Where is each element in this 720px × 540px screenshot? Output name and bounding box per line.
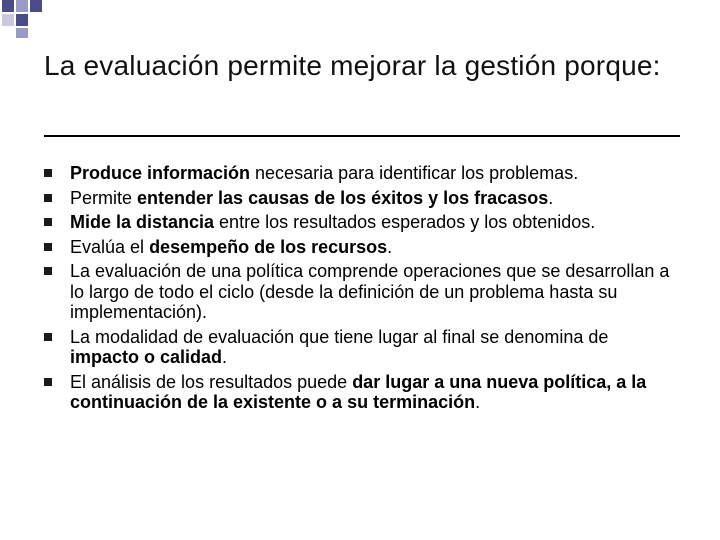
bullet-item — [44, 327, 680, 368]
bullet-item — [44, 188, 680, 209]
bullet-item — [44, 163, 680, 184]
slide-title: La evaluación permite mejorar la gestión porque: — [44, 50, 661, 81]
bullet-text: . — [222, 347, 228, 367]
square-bullet-icon — [44, 194, 52, 202]
bullet-item — [44, 261, 680, 323]
square-bullet-icon — [44, 378, 52, 386]
bullet-item — [44, 237, 680, 258]
bullet-text-bold: Mide la distancia — [70, 212, 215, 232]
bullet-text-bold: impacto o calidad — [70, 347, 223, 367]
bullet-list — [44, 163, 680, 413]
bullet-text: . — [475, 392, 481, 412]
bullet-text: entre los resultados esperados y los obtenidos. — [214, 212, 596, 232]
bullet-item — [44, 212, 680, 233]
bullet-text: La modalidad de evaluación que tiene lugar al final se denomina de — [70, 326, 609, 347]
bullet-text: . — [548, 187, 554, 208]
bullet-text-bold: desempeño de los recursos — [149, 236, 388, 257]
bullet-text: necesaria para identificar los problemas. — [250, 163, 579, 183]
bullet-text: Evalúa el — [70, 236, 150, 257]
bullet-text: . — [387, 236, 393, 257]
bullet-text: El análisis de los resultados puede — [70, 371, 353, 392]
square-bullet-icon — [44, 243, 52, 251]
bullet-text-bold: Produce información — [70, 163, 251, 183]
square-bullet-icon — [44, 218, 52, 226]
bullet-text: Permite — [70, 187, 138, 208]
bullet-text: La evaluación de una política comprende operaciones que se desarrollan a lo largo de todo el ciclo (desde la definición de un problema hasta su implementación). — [70, 261, 670, 322]
bullet-text-bold: entender las causas de los éxitos y los fracasos — [137, 187, 549, 208]
bullet-text-bold: dar lugar a una nueva política, a la continuación de la existente o a su terminación — [70, 371, 647, 412]
square-bullet-icon — [44, 267, 52, 275]
corner-squares-decoration — [0, 0, 90, 40]
square-bullet-icon — [44, 333, 52, 341]
square-bullet-icon — [44, 169, 52, 177]
title-divider — [44, 135, 680, 137]
bullet-item — [44, 372, 680, 413]
